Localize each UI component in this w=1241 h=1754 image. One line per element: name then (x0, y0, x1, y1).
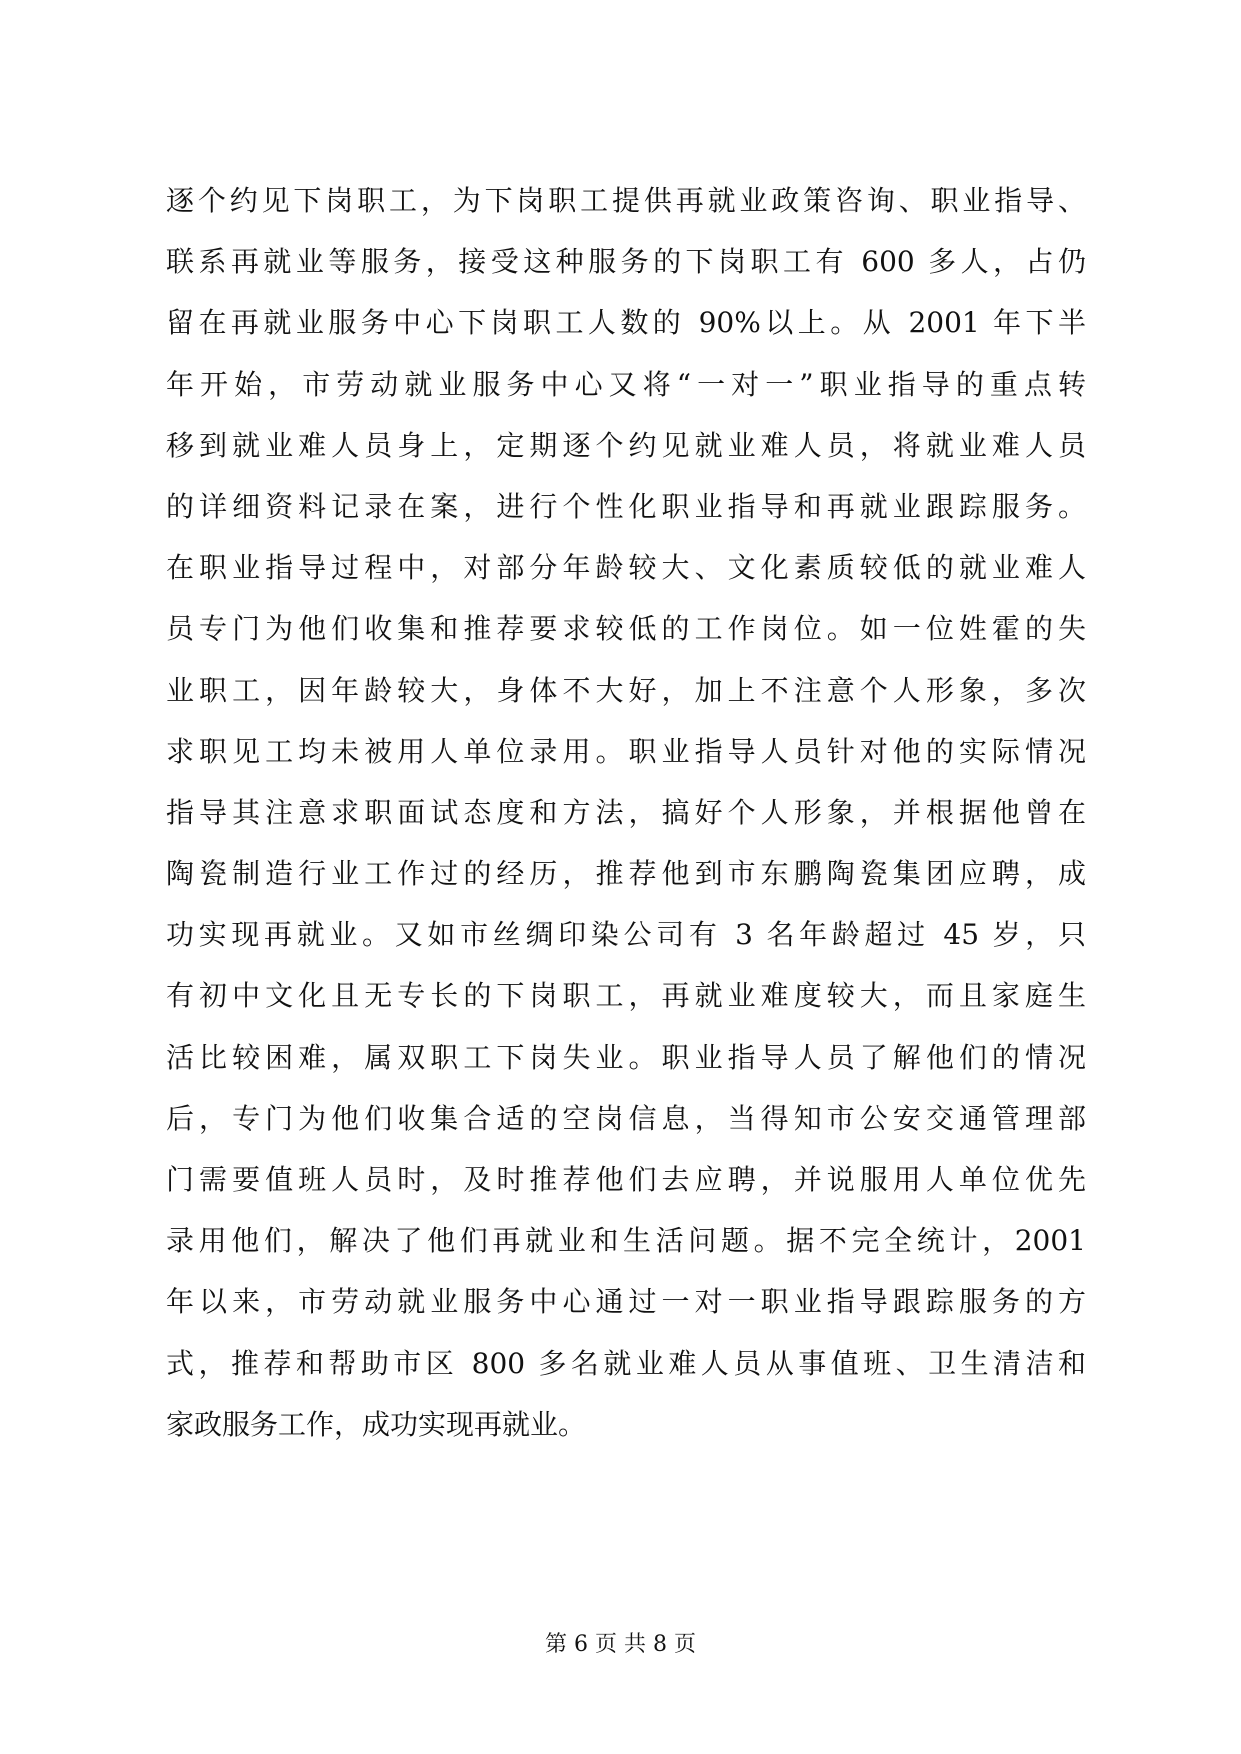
text-line: 业职工，因年龄较大，身体不大好，加上不注意个人形象，多次 (166, 673, 1086, 707)
text-line: 功实现再就业。又如市丝绸印染公司有 3 名年龄超过 45 岁，只 (166, 918, 1086, 952)
text-line: 后，专门为他们收集合适的空岗信息，当得知市公安交通管理部 (166, 1101, 1086, 1135)
text-line: 在职业指导过程中，对部分年龄较大、文化素质较低的就业难人 (166, 551, 1086, 585)
text-line: 年以来，市劳动就业服务中心通过一对一职业指导跟踪服务的方 (166, 1285, 1086, 1319)
text-line: 录用他们，解决了他们再就业和生活问题。据不完全统计，2001 (166, 1224, 1086, 1258)
text-line: 移到就业难人员身上，定期逐个约见就业难人员，将就业难人员 (166, 428, 1086, 462)
body-paragraph (166, 170, 1086, 1455)
text-line: 活比较困难，属双职工下岗失业。职业指导人员了解他们的情况 (166, 1040, 1086, 1074)
text-line: 联系再就业等服务，接受这种服务的下岗职工有 600 多人，占仍 (166, 245, 1086, 279)
text-line: 的详细资料记录在案，进行个性化职业指导和再就业跟踪服务。 (166, 489, 1086, 523)
text-line: 有初中文化且无专长的下岗职工，再就业难度较大，而且家庭生 (166, 979, 1086, 1013)
text-line-last: 家政服务工作，成功实现再就业。 (166, 1407, 587, 1441)
text-line: 员专门为他们收集和推荐要求较低的工作岗位。如一位姓霍的失 (166, 612, 1086, 646)
text-line: 留在再就业服务中心下岗职工人数的 90%以上。从 2001 年下半 (166, 306, 1086, 340)
page-number-footer: 第 6 页 共 8 页 (545, 1632, 696, 1657)
text-line: 门需要值班人员时，及时推荐他们去应聘，并说服用人单位优先 (166, 1163, 1086, 1196)
text-line: 指导其注意求职面试态度和方法，搞好个人形象，并根据他曾在 (166, 795, 1086, 829)
text-line: 式，推荐和帮助市区 800 多名就业难人员从事值班、卫生清洁和 (166, 1346, 1086, 1380)
text-line: 逐个约见下岗职工，为下岗职工提供再就业政策咨询、职业指导、 (166, 184, 1086, 217)
text-line: 年开始，市劳动就业服务中心又将“一对一”职业指导的重点转 (166, 367, 1086, 401)
text-line: 陶瓷制造行业工作过的经历，推荐他到市东鹏陶瓷集团应聘，成 (166, 857, 1086, 891)
text-line: 求职见工均未被用人单位录用。职业指导人员针对他的实际情况 (166, 734, 1086, 768)
